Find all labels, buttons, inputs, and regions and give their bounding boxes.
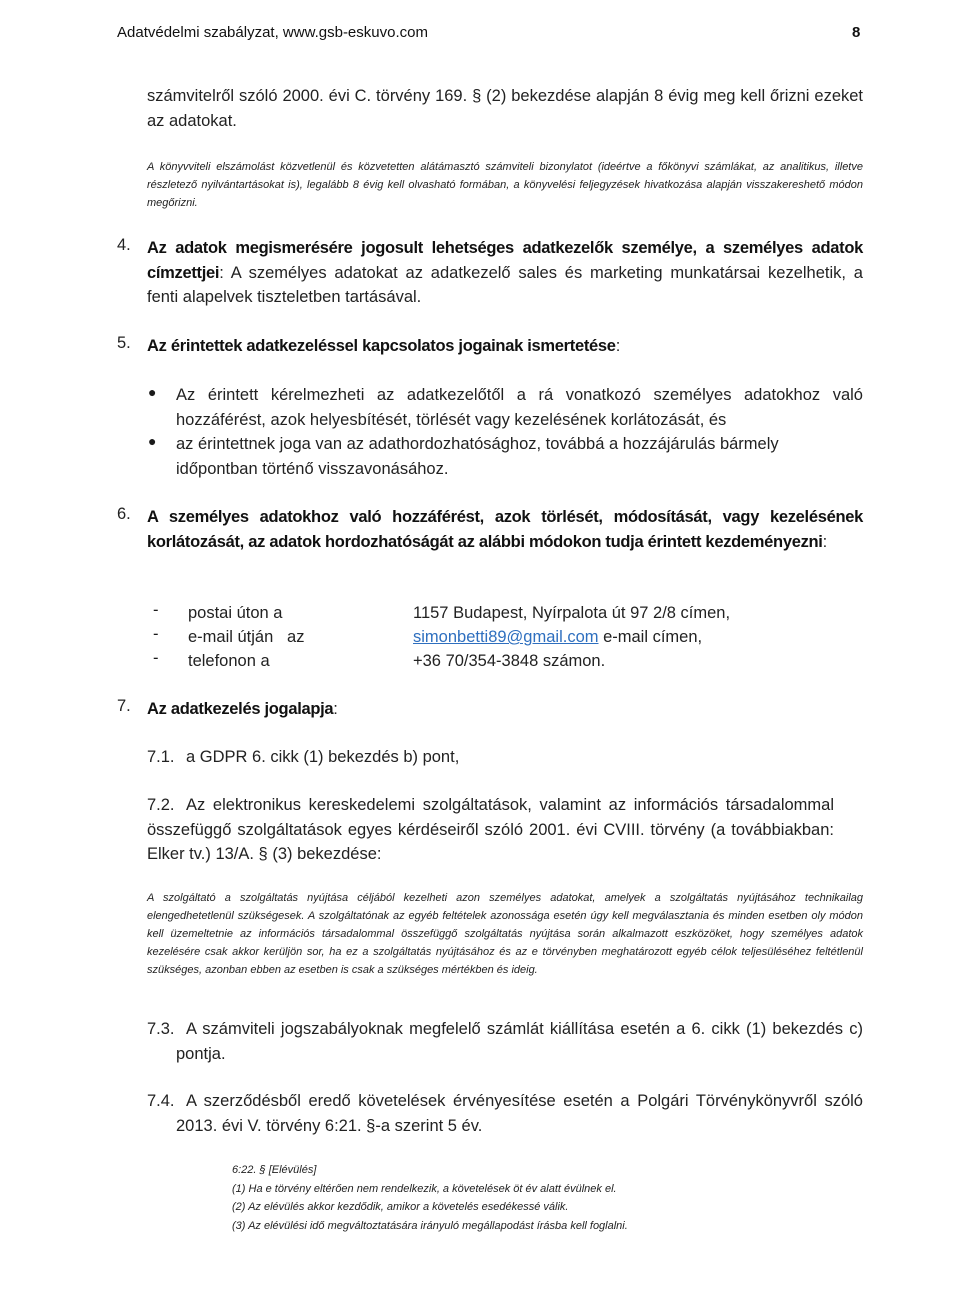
section-7-heading: Az adatkezelés jogalapja <box>147 700 334 718</box>
item-7-2-text: Az elektronikus kereskedelemi szolgáltatások, valamint az információs társadalommal összefüggő szolgáltatások egyes kérdéseiről szóló 2001. évi CVIII. törvény (a továbbiakban: Elker tv.) 13/A. § (3) bekezdése: <box>147 796 834 863</box>
item-7-3-text: A számviteli jogszabályoknak megfelelő számlát kiállítása esetén a 6. cikk (1) bekezdés c) pontja. <box>176 1020 863 1063</box>
contact-phone-label: telefonon a <box>188 652 270 670</box>
email-link[interactable]: simonbetti89@gmail.com <box>413 628 599 646</box>
contact-postal-label: postai úton a <box>188 604 283 622</box>
section-5-heading: Az érintettek adatkezeléssel kapcsolatos jogainak ismertetése <box>147 337 616 355</box>
section-5-bullet-2: az érintettnek joga van az adathordozhatósághoz, továbbá a hozzájárulás bármely időpontban történő visszavonásához. <box>176 435 779 478</box>
contact-postal-value: 1157 Budapest, Nyírpalota út 97 2/8 címen, <box>413 604 731 622</box>
item-7-3-number: 7.3. <box>147 1020 175 1038</box>
section-5-paragraph: Az érintettek adatkezeléssel kapcsolatos jogainak ismertetése: <box>147 337 621 355</box>
limitation-quote <box>232 1161 792 1235</box>
dash-icon: - <box>153 625 159 643</box>
bullet-icon: ● <box>148 384 157 400</box>
section-6-heading: A személyes adatokhoz való hozzáférést, azok törlését, módosítását, vagy kezelésének korlátozását, az adatok hordozhatóságát az alábbi módokon tudja érintett kezdeményezni <box>147 508 863 551</box>
contact-email-label: e-mail útján az <box>188 628 305 646</box>
item-7-4-text: A szerződésből eredő követelések érvényesítése esetén a Polgári Törvénykönyvről szóló 2013. évi V. törvény 6:21. §-a szerint 5 év. <box>176 1092 863 1135</box>
contact-phone-value: +36 70/354-3848 számon. <box>413 652 606 670</box>
item-7-1-text: a GDPR 6. cikk (1) bekezdés b) pont, <box>186 748 460 766</box>
intro-quote: A könyvviteli elszámolást közvetlenül és közvetetten alátámasztó számviteli bizonylatot (ideértve a főkönyvi számlákat, az analitikus, illetve részletező nyilvántartásokat is), legalább 8 évig kell olvasható formában, a könyvelési feljegyzések hivatkozása alapján visszakereshető módon megőrizni. <box>147 161 863 209</box>
page-number: 8 <box>852 24 861 41</box>
contact-email-value: simonbetti89@gmail.com e-mail címen, <box>413 628 703 646</box>
item-7-4-number: 7.4. <box>147 1092 175 1110</box>
limitation-title: 6:22. § [Elévülés] <box>232 1164 317 1176</box>
item-7-2-number: 7.2. <box>147 796 175 814</box>
limitation-line-3: (3) Az elévülési idő megváltoztatására irányuló megállapodást írásba kell foglalni. <box>232 1219 628 1232</box>
dash-icon: - <box>153 649 159 667</box>
section-5-number: 5. <box>117 334 131 352</box>
section-7-number: 7. <box>117 697 131 715</box>
section-5-bullet-1: Az érintett kérelmezheti az adatkezelőtől a rá vonatkozó személyes adatokhoz való hozzáférést, azok helyesbítését, törlését vagy kezelésének korlátozását, és <box>176 386 863 429</box>
section-4-number: 4. <box>117 236 131 254</box>
section-6-number: 6. <box>117 505 131 523</box>
section-7-paragraph: Az adatkezelés jogalapja: <box>147 700 338 718</box>
intro-paragraph: számvitelről szóló 2000. évi C. törvény 169. § (2) bekezdése alapján 8 évig meg kell őrizni ezeket az adatokat. <box>147 87 863 130</box>
section-4-text: : A személyes adatokat az adatkezelő sales és marketing munkatársai kezelhetik, a fenti alapelvek tiszteletben tartásával. <box>147 263 863 306</box>
bullet-icon: ● <box>148 433 157 449</box>
section-4-paragraph <box>147 236 863 310</box>
dash-icon: - <box>153 601 159 619</box>
item-7-1-number: 7.1. <box>147 748 175 766</box>
document-header-title: Adatvédelmi szabályzat, www.gsb-eskuvo.com <box>117 24 428 41</box>
section-4-heading: Az adatok megismerésére jogosult lehetséges adatkezelők személye, a személyes adatok címzettjei <box>147 239 863 282</box>
section-6-paragraph: A személyes adatokhoz való hozzáférést, azok törlését, módosítását, vagy kezelésének korlátozását, az adatok hordozhatóságát az alábbi módokon tudja érintett kezdeményezni: <box>147 508 863 551</box>
elker-quote: A szolgáltató a szolgáltatás nyújtása céljából kezelheti azon személyes adatokat, amelyek a szolgáltatás nyújtásához technikailag elengedhetetlenül szükségesek. A szolgáltatónak az egyéb feltételek azonossága esetén úgy kell megválasztania és minden esetben oly módon kell üzemeltetnie az információs társadalommal összefüggő szolgáltatás nyújtása során alkalmazott eszközöket, hogy személyes adatok kezelésére csak akkor kerüljön sor, ha ez a szolgáltatás nyújtásához és az e törvényben meghatározott egyéb célok teljesüléséhez feltétlenül szükséges, azonban ebben az esetben is csak a szükséges mértékben és ideig. <box>147 892 863 976</box>
limitation-line-1: (1) Ha e törvény eltérően nem rendelkezik, a követelések öt év alatt évülnek el. <box>232 1182 617 1195</box>
limitation-line-2: (2) Az elévülés akkor kezdődik, amikor a követelés esedékessé válik. <box>232 1201 569 1213</box>
